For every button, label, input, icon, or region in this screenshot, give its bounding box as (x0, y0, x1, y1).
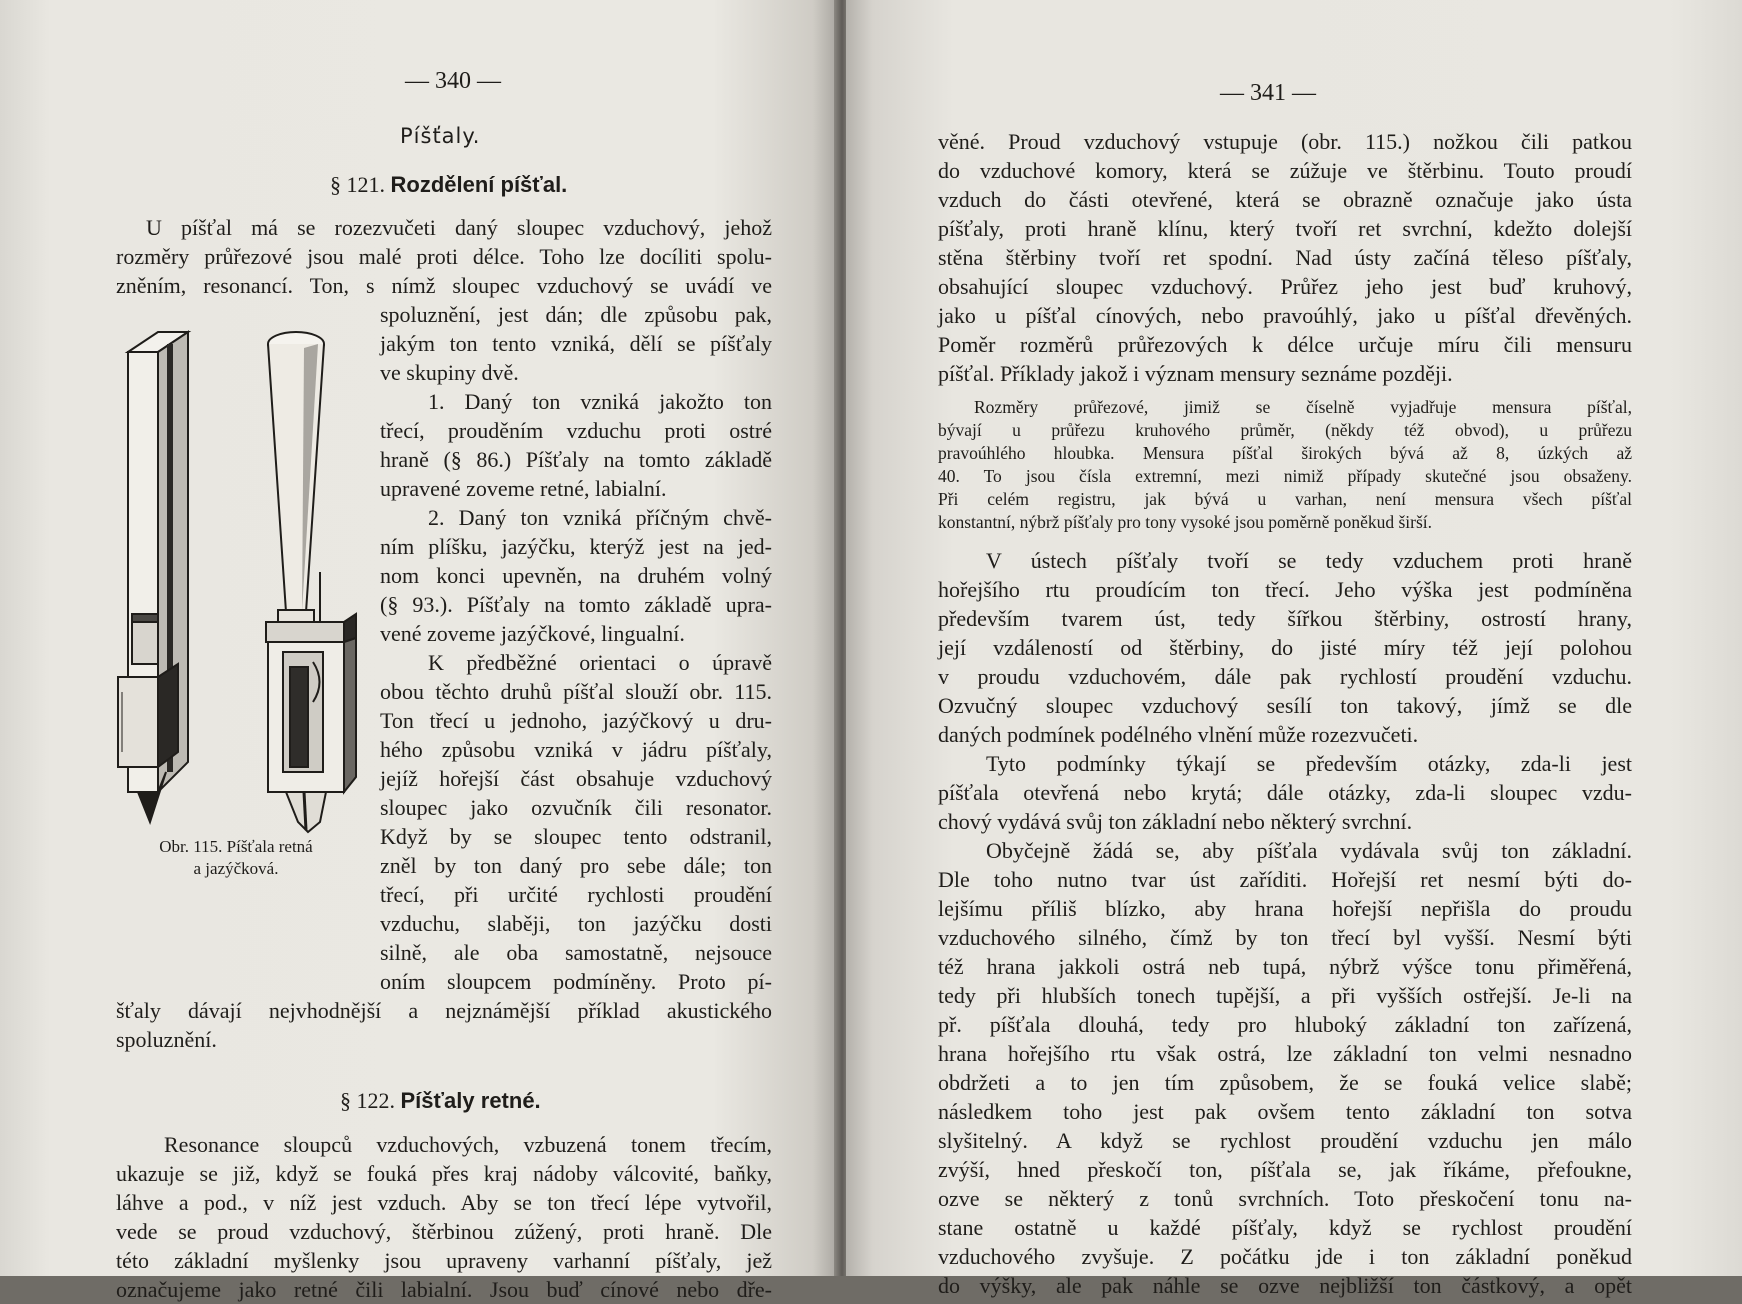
text-line: V ústech píšťaly tvoří se tedy vzduchem proti hraně (986, 548, 1632, 573)
text-line: nom konci upevněn, na druhém volný (380, 563, 772, 588)
text-line: zněním, resonancí. Ton, s nímž sloupec vzduchový se uvádí ve (116, 273, 772, 298)
section-title: Rozdělení píšťal. (390, 172, 568, 197)
text-line: 40. To jsou čísla extremní, mezi nimiž případy skutečné jsou obsaženy. (938, 466, 1632, 486)
text-line: píšťala otevřená nebo krytá; dále otázky, zda-li sloupec vzdu- (938, 780, 1632, 805)
text-line: ve skupiny dvě. (380, 360, 519, 385)
text-line: stěna štěrbiny tvoří ret spodní. Nad ústy začíná těleso píšťaly, (938, 245, 1632, 270)
text-line: 1. Daný ton vzniká jakožto ton (428, 389, 772, 414)
caption-line: a jazýčková. (193, 859, 279, 878)
section-title: Píšťaly retné. (400, 1088, 541, 1113)
text-line: stane ostatně u každé píšťaly, když se rychlost proudění (938, 1215, 1632, 1240)
section-heading-122 (340, 1088, 541, 1114)
text-line: věné. Proud vzduchový vstupuje (obr. 115.) nožkou čili patkou (938, 129, 1632, 154)
text-line: vzduchu, slaběji, ton jazýčku dosti (380, 911, 772, 936)
text-line: do výšky, ale pak náhle se ozve nejbližší ton částkový, a opět (938, 1273, 1632, 1298)
text-line: pravoúhlého hloubka. Mensura píšťal širokých bývá až 8, úzkých až (938, 443, 1632, 463)
text-line: 2. Daný ton vzniká příčným chvě- (428, 505, 772, 530)
text-line: vzduchového zvyšuje. Z počátku jde i ton základní poněkud (938, 1244, 1632, 1269)
text-line: Ton třecí u jednoho, jazýčkový u dru- (380, 708, 772, 733)
text-line: upravené zoveme retné, labialní. (380, 476, 667, 501)
text-line: vede se proud vzduchový, štěrbinou zúžený, proti hraně. Dle (116, 1219, 772, 1244)
caption-line: Obr. 115. Píšťala retná (159, 837, 313, 856)
text-line: spoluznění. (116, 1027, 217, 1052)
text-line: jejíž hořejší část obsahuje vzduchový (380, 766, 772, 791)
text-line: tedy při hlubších tonech tupější, a při vyšších ostřejší. Je-li na (938, 983, 1632, 1008)
text-line: daných podmínek podélného vlnění může rozezvučeti. (938, 722, 1419, 747)
text-line: Obyčejně žádá se, aby píšťala vydávala svůj ton základní. (986, 838, 1632, 863)
text-line: hraně (§ 86.) Píšťaly na tomto základě (380, 447, 772, 472)
text-line: třecí, při určité rychlosti proudění (380, 882, 772, 907)
text-line: rozměry průřezové jsou malé proti délce. Toho lze docíliti spolu- (116, 244, 772, 269)
text-line: Resonance sloupců vzduchových, vzbuzená tonem třecím, (164, 1132, 772, 1157)
text-line: vené zoveme jazýčkové, lingualní. (380, 621, 685, 646)
chapter-title: Píšťaly. (400, 124, 481, 148)
text-line: v proudu vzduchovém, dále pak rychlostí proudění vzduchu. (938, 664, 1632, 689)
text-line: píšťal. Příklady jakož i význam mensury seznáme později. (938, 361, 1453, 386)
text-line: označujeme jako retné čili labialní. Jsou buď cínové nebo dře- (116, 1277, 772, 1302)
section-number: § 122. (340, 1088, 395, 1113)
page-number: — 340 — (405, 68, 501, 94)
text-line: př. píšťala dlouhá, tedy pro hluboký základní ton zařízená, (938, 1012, 1632, 1037)
text-line: láhve a pod., v níž jest vzduch. Aby se ton třecí lépe vytvořil, (116, 1190, 772, 1215)
pipe-figure (108, 322, 348, 832)
page-number: — 341 — (1220, 80, 1316, 106)
text-line: píšťaly, proti hraně klínu, který tvoří ret svrchní, kdežto dolejší (938, 216, 1632, 241)
figure-caption (116, 836, 356, 880)
text-line: zněl by ton daný pro sebe dále; ton (380, 853, 772, 878)
text-line: především tvarem úst, tedy šířkou štěrbiny, ostrostí hrany, (938, 606, 1632, 631)
text-line: zvýší, hned přeskočí ton, píšťala se, jak říkáme, přefoukne, (938, 1157, 1632, 1182)
labial-pipe-drawing (118, 332, 188, 822)
text-line: slyšitelný. A když se rychlost proudění vzduchu jen málo (938, 1128, 1632, 1153)
text-line: lejšímu příliš blízko, aby hrana hořejší nepřišla do proudu (938, 896, 1632, 921)
text-line: následkem toho jest pak ovšem tento základní ton sotva (938, 1099, 1632, 1124)
text-line: (§ 93.). Píšťaly na tomto základě upra- (380, 592, 772, 617)
section-heading-121 (330, 172, 567, 198)
text-line: Dle toho nutno tvar úst zaříditi. Hořejší ret nesmí býti do- (938, 867, 1632, 892)
text-line: U píšťal má se rozezvučeti daný sloupec vzduchový, jehož (146, 215, 772, 240)
text-line: vzduch do části otevřené, která se obrazně označuje jako ústa (938, 187, 1632, 212)
text-line: oním sloupcem podmíněny. Proto pí- (380, 969, 772, 994)
text-line: Tyto podmínky týkají se především otázky, zda-li jest (986, 751, 1632, 776)
text-line: ním plíšku, jazýčku, kterýž jest na jed- (380, 534, 772, 559)
text-line: chový vydává svůj ton základní nebo některý svrchní. (938, 809, 1413, 834)
text-line: hého způsobu vzniká v jádru píšťaly, (380, 737, 772, 762)
text-line: Když by se sloupec tento odstranil, (380, 824, 772, 849)
text-line: obsahující sloupec vzduchový. Průřez jeho jest buď kruhový, (938, 274, 1632, 299)
text-line: konstantní, nýbrž píšťaly pro tony vysoké jsou poměrně poněkud širší. (938, 512, 1433, 532)
text-line: K předběžné orientaci o úpravě (428, 650, 772, 675)
left-page (0, 0, 838, 1302)
text-line: ukazuje se již, když se fouká přes kraj nádoby válcovité, baňky, (116, 1161, 772, 1186)
reed-pipe-drawing (266, 332, 356, 832)
text-line: jako u píšťal cínových, nebo pravoúhlý, jako u píšťal dřevěných. (938, 303, 1632, 328)
text-line: obdržeti a to jen tím způsobem, že se fouká velice slabě; (938, 1070, 1632, 1095)
text-line: ozve se některý z tonů svrchních. Toto přeskočení tonu na- (938, 1186, 1632, 1211)
text-line: silně, ale oba samostatně, nejsouce (380, 940, 772, 965)
text-line: vzduchového silného, čímž by ton třecí byl vyšší. Nesmí býti (938, 925, 1632, 950)
text-line: této základní myšlenky jsou upraveny varhanní píšťaly, jež (116, 1248, 772, 1273)
text-line: jakým ton tento vzniká, dělí se píšťaly (380, 331, 772, 356)
text-line: Rozměry průřezové, jimiž se číselně vyjadřuje mensura píšťal, (974, 397, 1632, 417)
text-line: spoluznění, jest dán; dle způsobu pak, (380, 302, 772, 327)
right-page (846, 0, 1742, 1298)
text-line: šťaly dávají nejvhodnější a nejznámější příklad akustického (116, 998, 772, 1023)
text-line: hrana hořejšího rtu však ostrá, lze základní ton velmi nesnadno (938, 1041, 1632, 1066)
text-line: též hrana jakkoli ostrá neb tupá, nýbrž výšce tonu přiměřená, (938, 954, 1632, 979)
text-line: Ozvučný sloupec vzduchový sesílí ton takový, jímž se dle (938, 693, 1632, 718)
text-line: obou těchto druhů píšťal slouží obr. 115. (380, 679, 772, 704)
text-line: bývají u průřezu kruhového průměr, (někdy též obvod), u průřezu (938, 420, 1632, 440)
text-line: třecí, prouděním vzduchu proti ostré (380, 418, 772, 443)
text-line: do vzduchové komory, která se zúžuje ve štěrbinu. Touto proudí (938, 158, 1632, 183)
text-line: Při celém registru, jak bývá u varhan, není mensura všech píšťal (938, 489, 1632, 509)
text-line: Poměr rozměrů průřezových k délce určuje míru čili mensuru (938, 332, 1632, 357)
text-line: hořejšího rtu proudícím ton třecí. Jeho výška jest podmíněna (938, 577, 1632, 602)
text-line: sloupec jako ozvučník čili resonator. (380, 795, 772, 820)
section-number: § 121. (330, 172, 385, 197)
text-line: její vzdáleností od štěrbiny, do jisté míry též její polohou (938, 635, 1632, 660)
